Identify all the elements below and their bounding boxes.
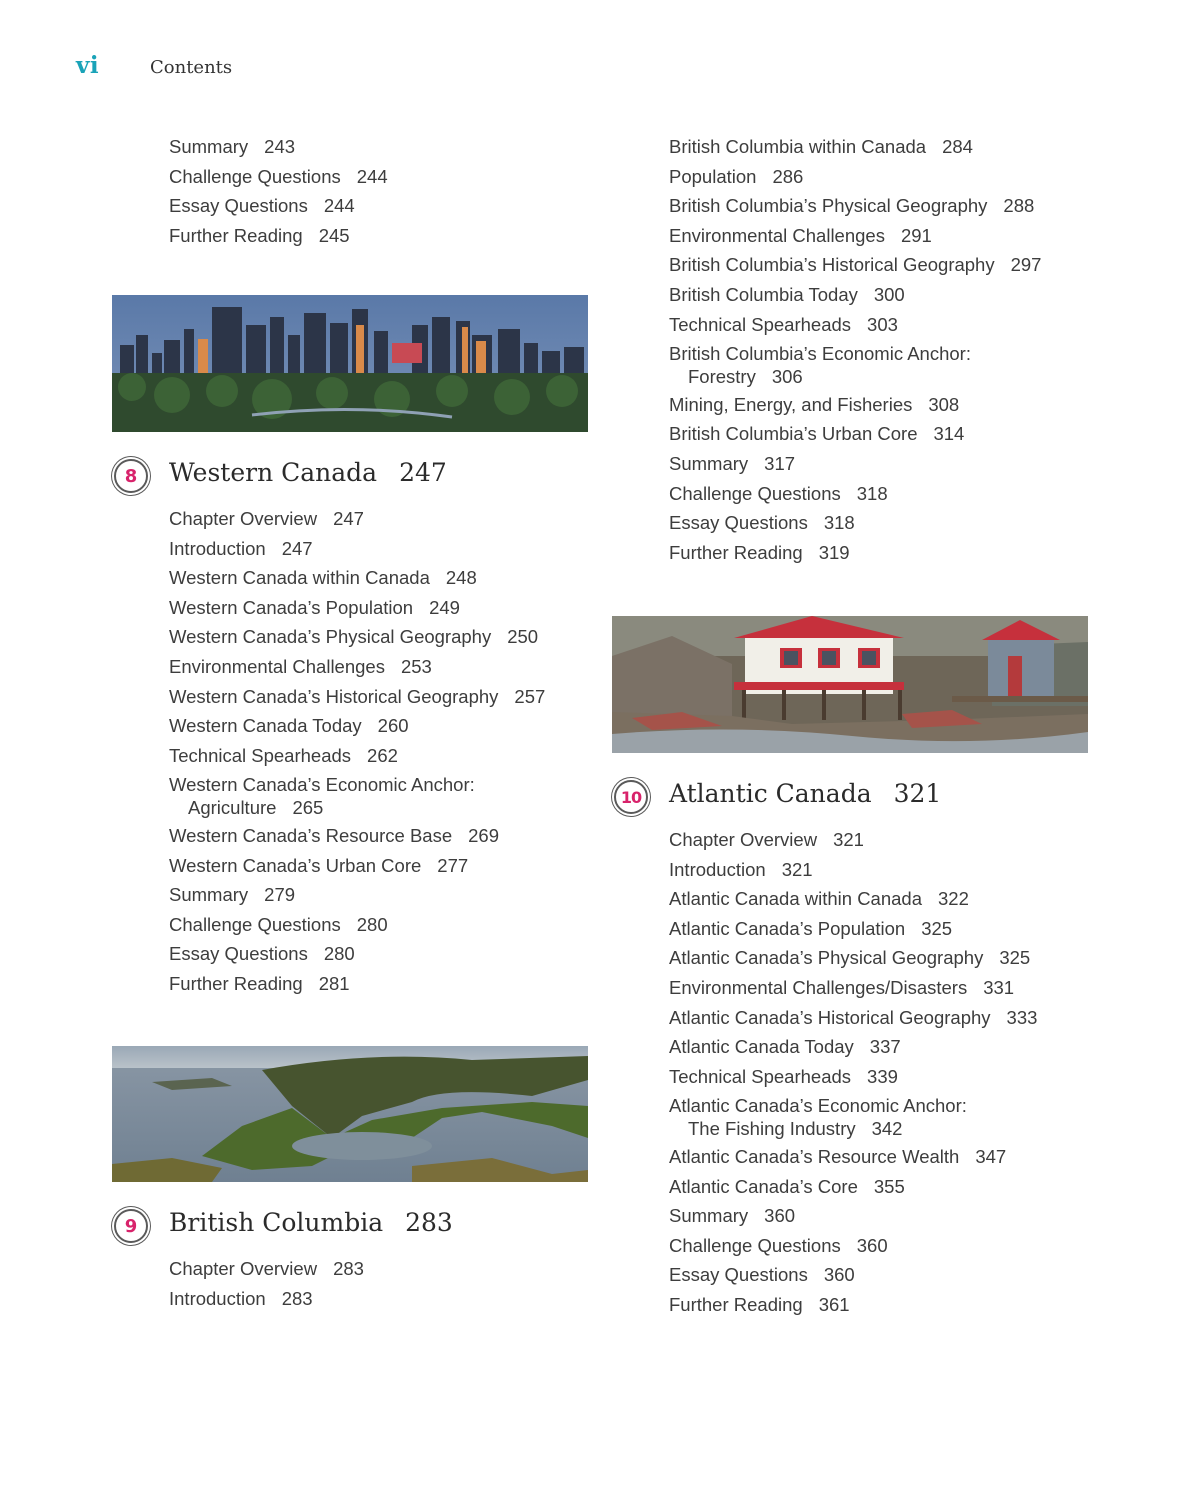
toc-entry-page: 277 (437, 854, 469, 876)
toc-entry[interactable] (669, 1172, 1037, 1202)
toc-entry-label: Further Reading (669, 541, 803, 563)
toc-entry-label: Atlantic Canada’s Historical Geography (669, 1006, 991, 1028)
toc-entry[interactable] (669, 508, 1041, 538)
toc-entry[interactable] (669, 1231, 1037, 1261)
toc-entry[interactable] (169, 1284, 364, 1314)
toc-entry-page: 281 (318, 972, 350, 994)
toc-entry-label: Western Canada Today (169, 715, 362, 737)
toc-entry-page: 284 (942, 136, 973, 157)
toc-entry-page: 245 (318, 224, 350, 246)
toc-entry[interactable] (169, 221, 388, 251)
toc-entry-page: 325 (921, 917, 953, 939)
toc-entry-page: 360 (764, 1205, 796, 1227)
toc-entry[interactable] (169, 1254, 364, 1284)
toc-entry-label: Western Canada’s Urban Core (169, 854, 422, 876)
toc-entry[interactable] (669, 1003, 1037, 1033)
toc-entry-page: 306 (771, 365, 803, 387)
toc-entry[interactable] (669, 132, 1041, 162)
toc-entry-label: Further Reading (169, 224, 303, 246)
toc-entry[interactable] (169, 939, 545, 969)
toc-entry-continuation (669, 365, 1041, 389)
toc-entry-label: British Columbia’s Urban Core (669, 423, 918, 445)
toc-entry[interactable] (169, 563, 545, 593)
toc-entry-label: Essay Questions (669, 1264, 808, 1286)
toc-entry-label: British Columbia within Canada (669, 136, 927, 157)
toc-entry-page: 314 (933, 423, 965, 445)
toc-entry-page: 249 (429, 596, 460, 618)
toc-entry-page: 300 (873, 283, 905, 305)
toc-entry-page: 244 (356, 165, 388, 187)
toc-entry-label: Atlantic Canada’s Resource Wealth (669, 1145, 960, 1167)
chapter-10-heading[interactable] (669, 779, 941, 808)
toc-entry-page: 280 (323, 943, 355, 965)
island-landscape-photo (112, 1046, 588, 1182)
chapter-title: Atlantic Canada (669, 779, 872, 808)
toc-entry-page: 317 (764, 452, 796, 474)
toc-entry-label: Environmental Challenges (169, 655, 385, 677)
toc-entry-page: 360 (856, 1234, 888, 1256)
toc-entry-page: 325 (999, 947, 1031, 969)
toc-entry[interactable] (169, 534, 545, 564)
toc-entry-page: 321 (833, 829, 864, 850)
toc-entry[interactable] (169, 711, 545, 741)
page-number: vi (76, 52, 100, 79)
toc-entry-page: 286 (772, 165, 804, 187)
toc-entry-page: 247 (333, 508, 364, 529)
toc-entry-page: 247 (281, 537, 313, 559)
toc-entry-label: British Columbia’s Historical Geography (669, 254, 995, 276)
toc-entry-label: Population (669, 165, 757, 187)
toc-entry[interactable] (669, 479, 1041, 509)
chapter-9-heading[interactable] (169, 1208, 453, 1237)
toc-entry-label: Summary (669, 1205, 749, 1227)
toc-entry-label: British Columbia Today (669, 283, 858, 305)
toc-entry-page: 279 (264, 884, 296, 906)
toc-entry[interactable] (669, 538, 1041, 568)
toc-entry-page: 248 (445, 567, 477, 589)
toc-entry-page: 283 (333, 1258, 364, 1279)
toc-entry-page: 260 (377, 715, 409, 737)
toc-entry-label: Atlantic Canada’s Core (669, 1175, 858, 1197)
toc-entry-label: Atlantic Canada within Canada (669, 888, 922, 910)
toc-entry[interactable] (669, 191, 1041, 221)
toc-entry-label: Challenge Questions (669, 1234, 841, 1256)
toc-entry-page: 331 (983, 976, 1015, 998)
toc-entry-label: Further Reading (669, 1293, 803, 1315)
toc-entry[interactable] (669, 884, 1037, 914)
toc-entry-label: Essay Questions (169, 195, 308, 217)
toc-entry[interactable] (169, 741, 545, 771)
toc-entry[interactable] (169, 880, 545, 910)
toc-entry-label: Western Canada’s Population (169, 596, 414, 618)
toc-entry[interactable] (169, 593, 545, 623)
toc-entry-label: Western Canada’s Economic Anchor: (169, 774, 475, 796)
toc-list-chapter10 (669, 825, 1037, 1320)
toc-entry-page: 303 (867, 313, 898, 335)
toc-entry-page: 253 (400, 655, 432, 677)
toc-entry[interactable] (669, 221, 1041, 251)
toc-entry[interactable] (669, 1290, 1037, 1320)
toc-entry[interactable] (169, 622, 545, 652)
toc-entry[interactable] (669, 280, 1041, 310)
toc-list-chapter8 (169, 504, 545, 999)
toc-entry[interactable] (669, 855, 1037, 885)
toc-entry-page: 257 (514, 685, 546, 707)
toc-entry-label: Atlantic Canada Today (669, 1036, 854, 1058)
toc-entry-page: 360 (823, 1264, 855, 1286)
toc-entry-label: Atlantic Canada’s Economic Anchor: (669, 1095, 967, 1117)
toc-entry[interactable] (669, 310, 1041, 340)
toc-entry-label: Challenge Questions (169, 913, 341, 935)
toc-entry-label: Chapter Overview (169, 1258, 318, 1279)
toc-entry-label: British Columbia’s Economic Anchor: (669, 343, 971, 365)
toc-entry-page: 262 (367, 744, 398, 766)
toc-entry[interactable] (169, 652, 545, 682)
toc-entry-label: Essay Questions (669, 512, 808, 534)
toc-entry-page: 361 (818, 1293, 850, 1315)
toc-entry-page: 333 (1006, 1006, 1038, 1028)
toc-entry[interactable] (669, 825, 1037, 855)
toc-entry[interactable] (669, 943, 1037, 973)
toc-entry[interactable] (669, 1142, 1037, 1172)
chapter-page: 283 (405, 1208, 453, 1237)
toc-entry[interactable] (669, 1091, 1037, 1141)
toc-entry[interactable] (669, 914, 1037, 944)
toc-entry[interactable] (669, 162, 1041, 192)
toc-entry-page: 339 (867, 1065, 898, 1087)
toc-entry-label: Essay Questions (169, 943, 308, 965)
toc-entry[interactable] (669, 1032, 1037, 1062)
toc-entry-label: Summary (669, 452, 749, 474)
toc-entry[interactable] (169, 191, 388, 221)
toc-entry-label: Technical Spearheads (669, 1065, 852, 1087)
toc-entry-page: 288 (1003, 195, 1035, 217)
toc-entry-continuation-text: Forestry (688, 365, 756, 387)
toc-entry-page: 337 (869, 1036, 901, 1058)
chapter-8-heading[interactable] (169, 458, 447, 487)
toc-entry[interactable] (169, 770, 545, 820)
toc-entry-page: 243 (264, 136, 296, 157)
toc-entry-label: Technical Spearheads (669, 313, 852, 335)
toc-entry[interactable] (669, 1201, 1037, 1231)
toc-entry-continuation (169, 796, 545, 820)
toc-entry[interactable] (169, 162, 388, 192)
toc-entry-page: 250 (507, 626, 539, 648)
toc-entry-page: 342 (871, 1117, 903, 1139)
toc-entry[interactable] (169, 682, 545, 712)
toc-entry-page: 318 (823, 512, 855, 534)
toc-entry-page: 347 (975, 1145, 1007, 1167)
toc-entry[interactable] (169, 851, 545, 881)
toc-entry-page: 265 (292, 796, 324, 818)
toc-entry[interactable] (669, 1062, 1037, 1092)
toc-entry[interactable] (669, 419, 1041, 449)
toc-entry-label: Introduction (169, 1287, 266, 1309)
toc-entry-page: 308 (928, 393, 960, 415)
toc-entry-page: 322 (938, 888, 969, 910)
toc-entry[interactable] (669, 390, 1041, 420)
toc-list-chapter9-right (669, 132, 1041, 567)
toc-entry-page: 297 (1010, 254, 1042, 276)
toc-entry[interactable] (669, 339, 1041, 389)
toc-entry-page: 283 (281, 1287, 313, 1309)
toc-entry[interactable] (169, 821, 545, 851)
toc-entry-page: 355 (873, 1175, 905, 1197)
toc-entry-label: Technical Spearheads (169, 744, 352, 766)
toc-entry-label: Western Canada within Canada (169, 567, 430, 589)
toc-entry[interactable] (669, 250, 1041, 280)
toc-list-chapter7-tail (169, 132, 388, 250)
toc-entry-page: 291 (900, 224, 932, 246)
toc-entry-label: Atlantic Canada’s Physical Geography (669, 947, 984, 969)
toc-entry[interactable] (169, 132, 388, 162)
toc-entry-page: 319 (818, 541, 850, 563)
toc-entry[interactable] (169, 504, 545, 534)
running-title: Contents (150, 57, 233, 78)
toc-entry-continuation-text: Agriculture (188, 796, 277, 818)
fishing-houses-photo (612, 616, 1088, 753)
toc-entry-page: 269 (468, 824, 500, 846)
toc-entry-label: Challenge Questions (169, 165, 341, 187)
city-skyline-photo (112, 295, 588, 432)
toc-entry-label: Summary (169, 884, 249, 906)
toc-entry-label: Western Canada’s Historical Geography (169, 685, 499, 707)
toc-list-chapter9-left (169, 1254, 364, 1313)
toc-entry-continuation (669, 1117, 1037, 1141)
toc-entry-page: 321 (781, 858, 813, 880)
toc-entry[interactable] (169, 969, 545, 999)
chapter-8-number-badge: 8 (114, 459, 148, 493)
toc-entry-label: Environmental Challenges/Disasters (669, 976, 968, 998)
toc-entry-continuation-text: The Fishing Industry (688, 1117, 856, 1139)
toc-entry-label: Introduction (169, 537, 266, 559)
toc-entry-label: Environmental Challenges (669, 224, 885, 246)
toc-entry-label: Further Reading (169, 972, 303, 994)
toc-entry-page: 318 (856, 482, 888, 504)
toc-entry-label: Introduction (669, 858, 766, 880)
toc-entry-label: Chapter Overview (169, 508, 318, 529)
toc-entry-page: 280 (356, 913, 388, 935)
toc-entry-page: 244 (323, 195, 355, 217)
chapter-title: Western Canada (169, 458, 378, 487)
toc-entry[interactable] (169, 910, 545, 940)
chapter-9-number-badge: 9 (114, 1209, 148, 1243)
toc-entry-label: Chapter Overview (669, 829, 818, 850)
toc-entry-label: British Columbia’s Physical Geography (669, 195, 988, 217)
chapter-10-number-badge: 10 (614, 780, 648, 814)
toc-entry-label: Western Canada’s Physical Geography (169, 626, 492, 648)
toc-entry[interactable] (669, 1260, 1037, 1290)
toc-entry-label: Summary (169, 136, 249, 157)
toc-entry-label: Western Canada’s Resource Base (169, 824, 453, 846)
toc-entry-label: Challenge Questions (669, 482, 841, 504)
toc-entry-label: Atlantic Canada’s Population (669, 917, 906, 939)
chapter-title: British Columbia (169, 1208, 384, 1237)
chapter-page: 321 (893, 779, 942, 808)
chapter-page: 247 (399, 458, 447, 487)
toc-entry[interactable] (669, 449, 1041, 479)
toc-entry[interactable] (669, 973, 1037, 1003)
toc-entry-label: Mining, Energy, and Fisheries (669, 393, 913, 415)
